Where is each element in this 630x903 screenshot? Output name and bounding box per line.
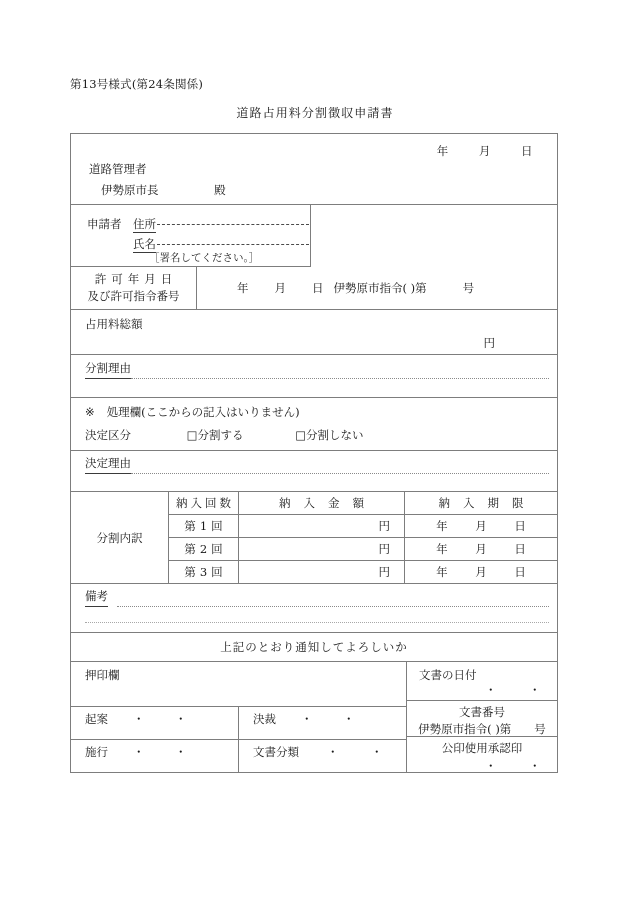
row-3-times: 第3回 [169, 561, 239, 583]
draft-dot-1: ・ [133, 712, 145, 726]
permit-head-line1: 許可年月日 [94, 272, 178, 286]
header-due: 納入期限 [438, 496, 537, 510]
installments-columns [169, 492, 557, 583]
approval-right-column [407, 662, 557, 772]
doc-class-label: 文書分類 [253, 745, 299, 759]
table-row [169, 560, 557, 583]
split-reason-row [71, 354, 557, 397]
doc-date-dot-2: ・ [529, 683, 541, 697]
permit-value-cell[interactable] [197, 267, 557, 309]
installments-row [71, 491, 557, 583]
table-row [169, 514, 557, 537]
confirm-row [71, 632, 557, 661]
header-times: 納入回数 [169, 492, 239, 514]
confirm-text: 上記のとおり通知してよろしいか [220, 640, 408, 654]
decision-dot-2: ・ [343, 712, 355, 726]
decision-reason-write-line[interactable] [131, 473, 549, 474]
remarks-cell[interactable] [71, 584, 557, 632]
installments-header-row [169, 492, 557, 514]
applicant-address-label: 住所 [133, 217, 156, 231]
draft-cell[interactable] [71, 707, 239, 739]
row-1-due-year: 年 [436, 519, 448, 533]
permit-header-cell [71, 267, 197, 309]
road-manager-name [101, 182, 226, 198]
enforcement-cell[interactable] [71, 740, 239, 772]
processing-note-text: 処理欄(ここからの記入はいりません) [106, 405, 300, 419]
decision-type-row [85, 427, 364, 443]
split-reason-cell[interactable] [71, 355, 557, 397]
approval-row [71, 661, 557, 772]
processing-cell [71, 398, 557, 450]
permit-year-label: 年 [237, 281, 249, 295]
header-amount: 納入金額 [239, 492, 405, 514]
draft-decision-row [71, 706, 406, 739]
applicant-name-label: 氏名 [133, 237, 156, 251]
row-1-due-month: 月 [475, 519, 487, 533]
road-manager-label: 道路管理者 [89, 162, 147, 176]
doc-date-cell[interactable] [407, 662, 557, 700]
table-row [169, 537, 557, 560]
row-1-times: 第1回 [169, 515, 239, 537]
installments-table [71, 492, 557, 583]
doc-date-dot-1: ・ [485, 683, 497, 697]
installments-body [71, 492, 557, 583]
remarks-write-line-2[interactable] [85, 622, 549, 623]
row-1-due-day: 日 [514, 519, 526, 533]
decision-label: 決裁 [253, 712, 276, 726]
row-3-due[interactable] [405, 561, 557, 583]
document-title: 道路占用料分割徴収申請書 [236, 106, 394, 120]
addressee-row [71, 134, 557, 204]
main-form-frame [70, 133, 558, 773]
permit-month-label: 月 [274, 281, 286, 295]
row-3-due-day: 日 [514, 565, 526, 579]
submission-date [437, 143, 533, 159]
row-2-amount[interactable]: 円 [239, 538, 405, 560]
honorific-label: 殿 [214, 183, 226, 197]
split-reason-write-line[interactable] [131, 378, 549, 379]
seal-area[interactable] [71, 662, 406, 706]
permit-number-unit: 号 [462, 281, 475, 295]
applicant-cell [71, 205, 557, 267]
draft-dot-2: ・ [175, 712, 187, 726]
enforce-class-row [71, 739, 406, 772]
approval-left-column [71, 662, 407, 772]
official-seal-cell[interactable] [407, 736, 557, 772]
applicant-label: 申請者 [87, 217, 122, 231]
draft-label: 起案 [85, 712, 108, 726]
submission-month-label: 月 [478, 144, 491, 158]
installments-side-label: 分割内訳 [71, 492, 169, 583]
row-3-due-month: 月 [475, 565, 487, 579]
decision-reason-cell[interactable] [71, 451, 557, 491]
doc-date-label: 文書の日付 [419, 668, 477, 682]
processing-note [85, 404, 300, 420]
doc-class-cell[interactable] [239, 740, 406, 772]
name-write-line[interactable] [157, 244, 309, 245]
permit-head-line2: 及び許可指令番号 [87, 288, 180, 303]
total-fee-label: 占用料総額 [85, 317, 143, 331]
row-3-due-year: 年 [436, 565, 448, 579]
decision-type-label: 決定区分 [85, 428, 131, 442]
permit-row [71, 267, 557, 309]
doc-number-label: 文書番号 [459, 705, 505, 719]
submission-year-label: 年 [436, 144, 449, 158]
applicant-row [71, 204, 557, 267]
decision-reason-label: 決定理由 [85, 455, 131, 474]
doc-number-cell[interactable] [407, 700, 557, 736]
enforcement-label: 施行 [85, 745, 108, 759]
official-seal-label: 公印使用承認印 [441, 741, 523, 755]
addressee-cell [71, 134, 557, 204]
total-fee-currency: 円 [483, 336, 495, 350]
submission-day-label: 日 [521, 144, 533, 158]
asterisk-icon: ※ [85, 405, 95, 419]
row-1-due[interactable] [405, 515, 557, 537]
official-seal-dot-2: ・ [529, 759, 541, 773]
row-2-due-month: 月 [475, 542, 487, 556]
remarks-label: 備考 [85, 588, 108, 607]
total-fee-row [71, 309, 557, 354]
row-3-amount[interactable]: 円 [239, 561, 405, 583]
remarks-row [71, 583, 557, 632]
signature-note: ［署名してください。］ [149, 252, 260, 264]
split-reason-label: 分割理由 [85, 360, 131, 379]
decision-reason-row [71, 450, 557, 491]
row-2-due-day: 日 [514, 542, 526, 556]
official-seal-dot-1: ・ [485, 759, 497, 773]
decision-dot-1: ・ [301, 712, 313, 726]
address-write-line[interactable] [157, 224, 309, 225]
row-2-due-year: 年 [436, 542, 448, 556]
row-2-due[interactable] [405, 538, 557, 560]
row-2-times: 第2回 [169, 538, 239, 560]
mayor-name: 伊勢原市長 [101, 183, 159, 197]
approval-grid [71, 662, 557, 772]
permit-issuer-label: 伊勢原市指令( )第 [333, 281, 427, 295]
doc-class-dot-2: ・ [371, 745, 383, 759]
row-1-amount[interactable]: 円 [239, 515, 405, 537]
enforcement-dot-2: ・ [175, 745, 187, 759]
doc-number-value: 伊勢原市指令( )第 号 [418, 722, 546, 736]
doc-class-dot-1: ・ [327, 745, 339, 759]
processing-row [71, 397, 557, 450]
applicant-address-field[interactable] [133, 216, 309, 232]
form-number: 第13号様式(第24条関係) [70, 77, 204, 91]
enforcement-dot-1: ・ [133, 745, 145, 759]
total-fee-cell[interactable] [71, 310, 557, 354]
applicant-box [71, 205, 311, 267]
seal-area-label: 押印欄 [85, 668, 120, 682]
decision-cell[interactable] [239, 707, 406, 739]
checkbox-no-split[interactable]: □分割しない [295, 428, 364, 442]
remarks-write-line-1[interactable] [117, 606, 549, 607]
checkbox-split[interactable]: □分割する [186, 428, 244, 442]
permit-day-label: 日 [312, 281, 324, 295]
